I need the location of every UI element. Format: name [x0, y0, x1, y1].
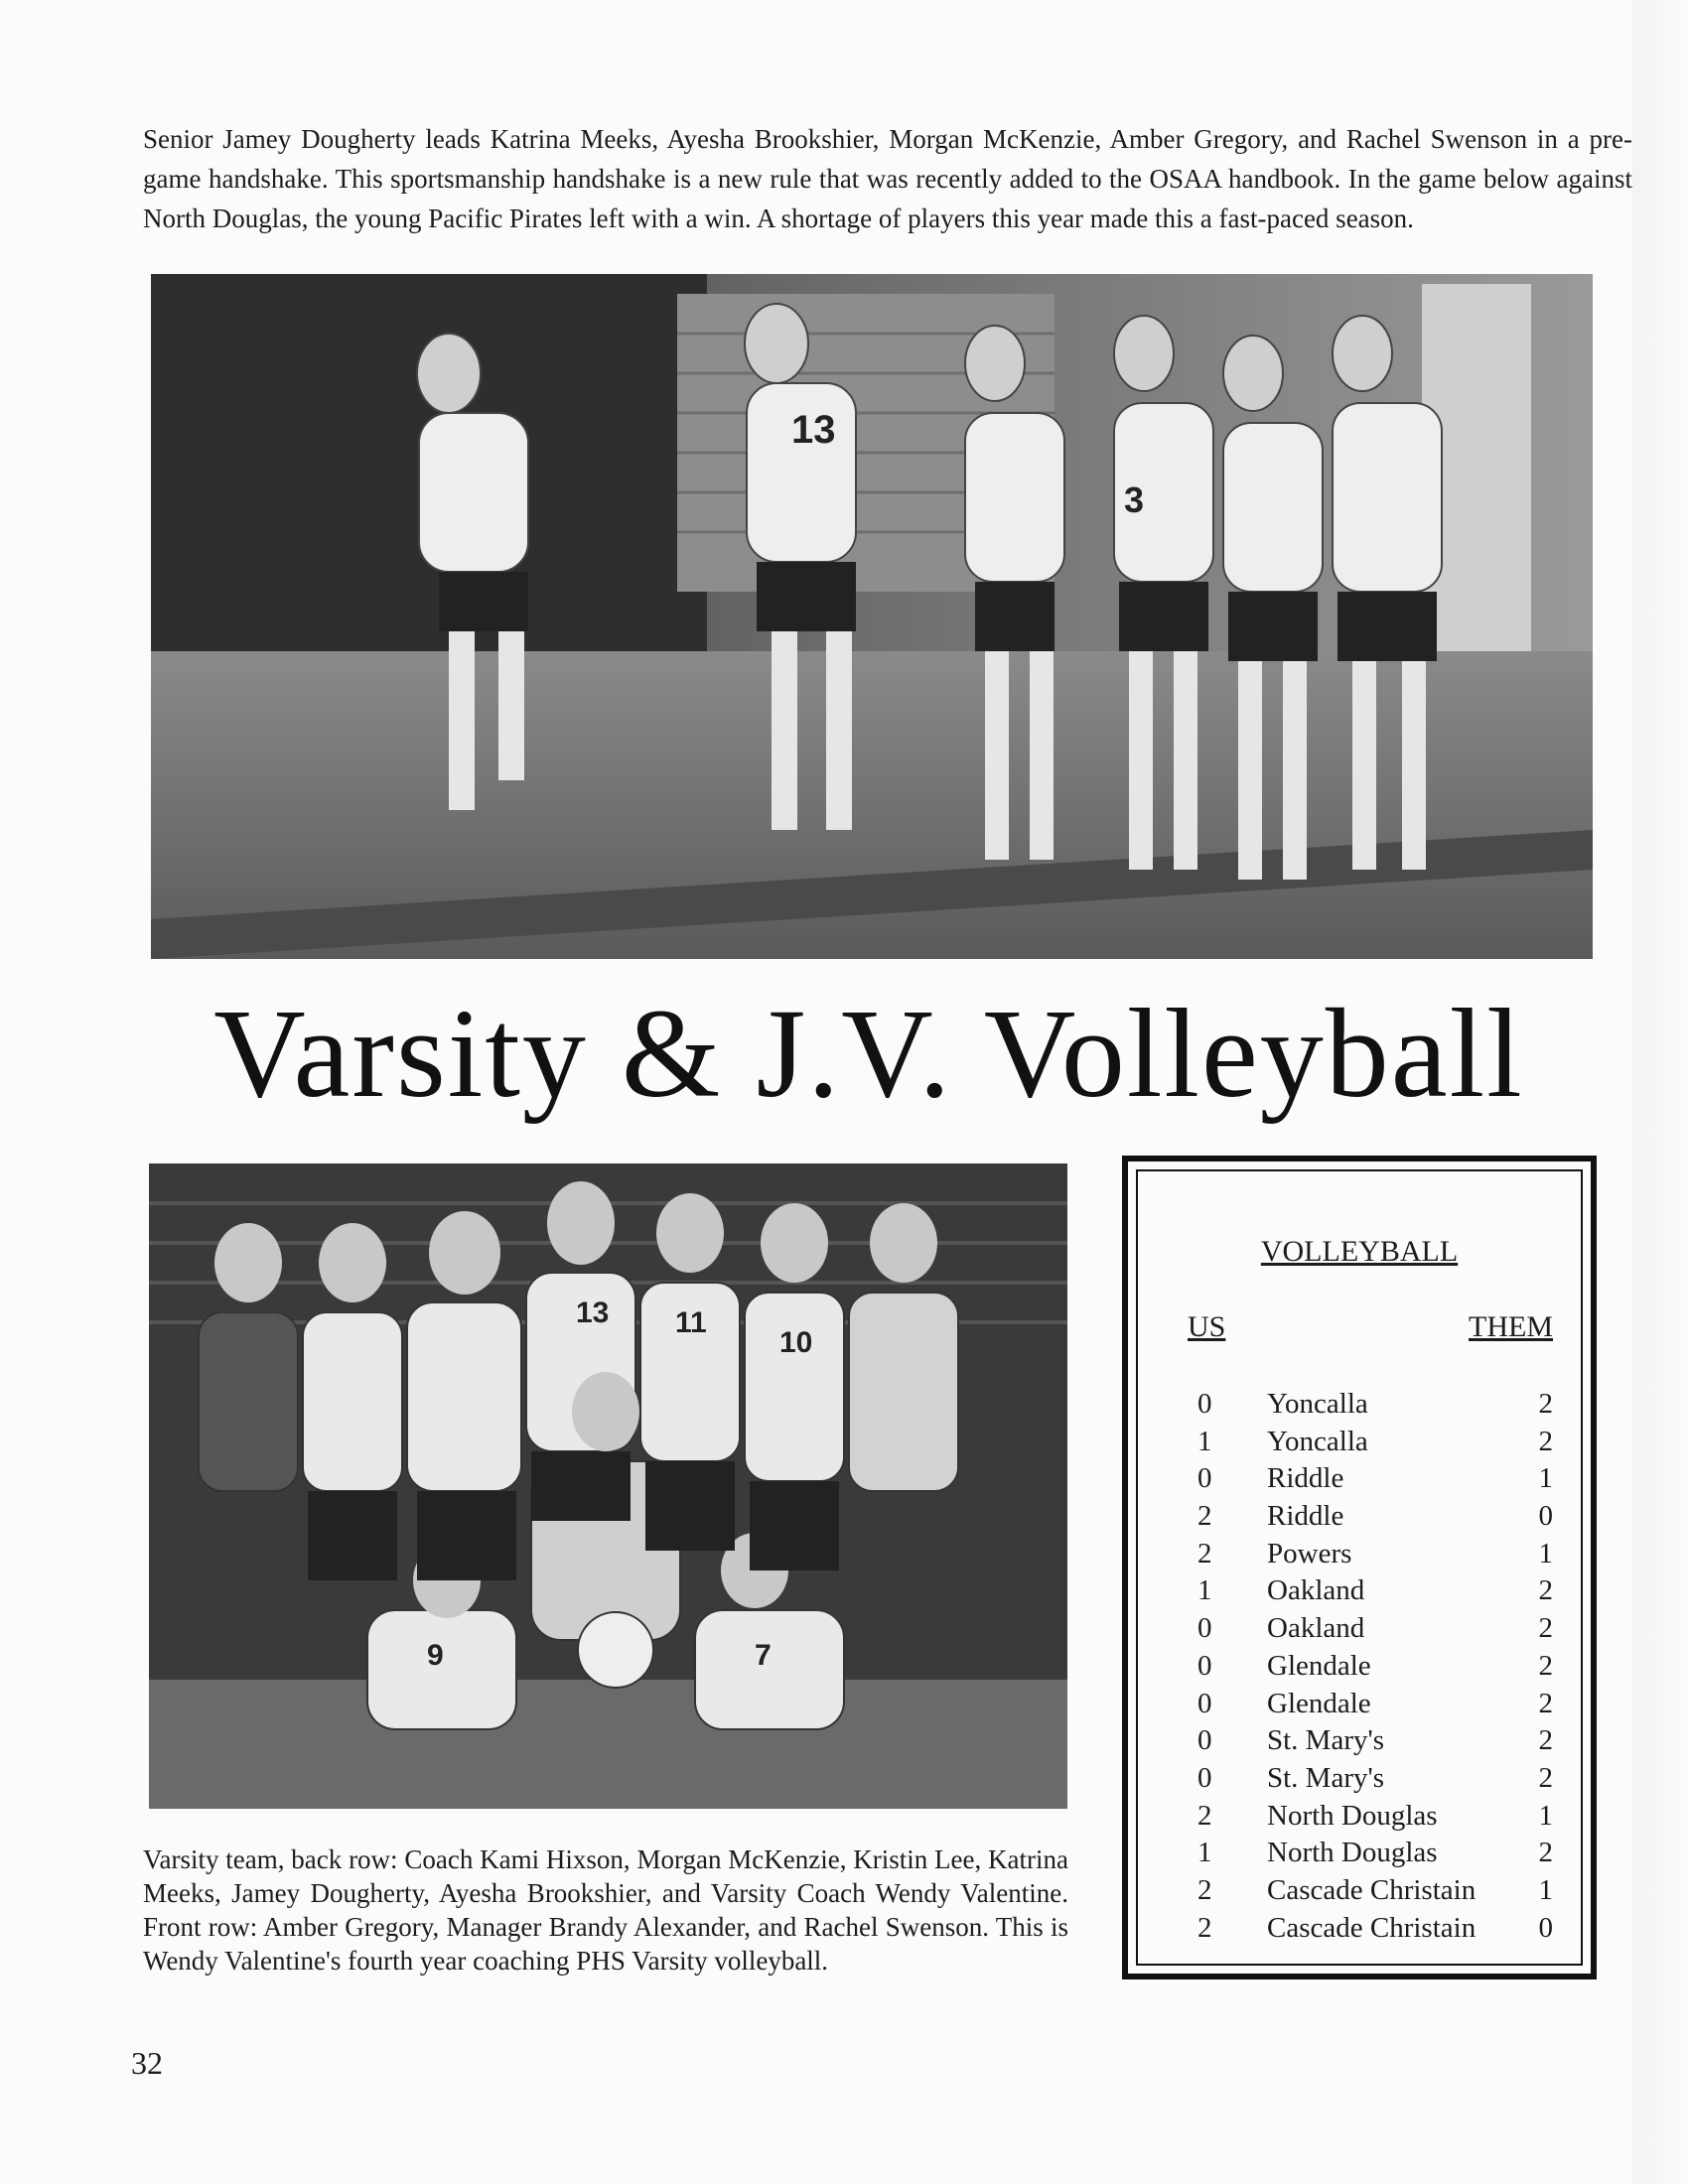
opponent-name: Riddle: [1267, 1462, 1344, 1495]
scoreboard-row: [1138, 1610, 1581, 1648]
opponent-name: Yoncalla: [1267, 1388, 1368, 1420]
us-score: 1: [1197, 1425, 1212, 1457]
team-photo-caption: Varsity team, back row: Coach Kami Hixson, Morgan McKenzie, Kristin Lee, Katrina Meeks, Jamey Dougherty, Ayesha Brookshier, and Varsity Coach Wendy Valentine. Front row: Amber Gregory, Manager Brandy Alexander, and Rachel Swenson. This is Wendy Valentine's fourth year coaching PHS Varsity volleyball.: [143, 1844, 1068, 1976]
us-score: 1: [1197, 1574, 1212, 1607]
jersey-number: 13: [576, 1297, 610, 1329]
handshake-photo-image: [151, 274, 1593, 959]
scoreboard-row: [1138, 1910, 1581, 1948]
page-number: 32: [131, 2045, 163, 2081]
us-score: 0: [1197, 1612, 1212, 1645]
them-score: 1: [1538, 1462, 1553, 1495]
us-score: 2: [1197, 1911, 1212, 1944]
opponent-name: Cascade Christain: [1267, 1911, 1477, 1944]
scoreboard-row: [1138, 1424, 1581, 1461]
them-score: 1: [1538, 1873, 1553, 1906]
us-score: 0: [1197, 1388, 1212, 1420]
us-score: 2: [1197, 1500, 1212, 1533]
them-score: 2: [1538, 1649, 1553, 1682]
scoreboard-inner-frame: [1136, 1169, 1583, 1966]
scoreboard-row: [1138, 1760, 1581, 1798]
jersey-number: 10: [779, 1326, 813, 1359]
them-score: 2: [1538, 1724, 1553, 1757]
jersey-number: 9: [427, 1639, 444, 1672]
team-photo: [149, 1163, 1067, 1809]
opponent-name: St. Mary's: [1267, 1724, 1385, 1757]
scoreboard-row: [1138, 1686, 1581, 1723]
scoreboard-row: [1138, 1722, 1581, 1760]
opponent-name: North Douglas: [1267, 1799, 1438, 1832]
scoreboard-us-header: US: [1188, 1310, 1226, 1343]
scoreboard-them-header: THEM: [1469, 1310, 1553, 1343]
volleyball-scoreboard: [1122, 1156, 1597, 1979]
us-score: 2: [1197, 1537, 1212, 1570]
us-score: 1: [1197, 1837, 1212, 1869]
scoreboard-title: VOLLEYBALL: [1260, 1235, 1459, 1268]
us-score: 2: [1197, 1799, 1212, 1832]
scoreboard-rows: [1138, 1386, 1581, 1947]
us-score: 0: [1197, 1649, 1212, 1682]
them-score: 2: [1538, 1837, 1553, 1869]
scoreboard-row: [1138, 1498, 1581, 1536]
handshake-photo: [151, 274, 1593, 959]
team-photo-image: [149, 1163, 1067, 1809]
us-score: 0: [1197, 1462, 1212, 1495]
them-score: 2: [1538, 1574, 1553, 1607]
scoreboard-row: [1138, 1460, 1581, 1498]
top-photo-caption: Senior Jamey Dougherty leads Katrina Meeks, Ayesha Brookshier, Morgan McKenzie, Amber Gregory, and Rachel Swenson in a pre-game handshake. This sportsmanship handshake is a new rule that was recently added to the OSAA handbook. In the game below against North Douglas, the young Pacific Pirates left with a win. A shortage of players this year made this a fast-paced season.: [143, 124, 1632, 233]
them-score: 0: [1538, 1911, 1553, 1944]
them-score: 0: [1538, 1500, 1553, 1533]
scoreboard-row: [1138, 1572, 1581, 1610]
scoreboard-row: [1138, 1835, 1581, 1872]
scoreboard-row: [1138, 1648, 1581, 1686]
us-score: 0: [1197, 1761, 1212, 1794]
jersey-number: 3: [1124, 479, 1145, 520]
opponent-name: Riddle: [1267, 1500, 1344, 1533]
scoreboard-row: [1138, 1386, 1581, 1424]
opponent-name: North Douglas: [1267, 1837, 1438, 1869]
opponent-name: Cascade Christain: [1267, 1873, 1477, 1906]
jersey-number: 13: [791, 408, 836, 452]
them-score: 2: [1538, 1425, 1553, 1457]
them-score: 2: [1538, 1761, 1553, 1794]
page-title: Varsity & J.V. Volleyball: [213, 983, 1524, 1124]
them-score: 1: [1538, 1799, 1553, 1832]
opponent-name: Yoncalla: [1267, 1425, 1368, 1457]
us-score: 2: [1197, 1873, 1212, 1906]
them-score: 1: [1538, 1537, 1553, 1570]
them-score: 2: [1538, 1612, 1553, 1645]
them-score: 2: [1538, 1687, 1553, 1719]
scoreboard-row: [1138, 1872, 1581, 1910]
opponent-name: Powers: [1267, 1537, 1352, 1570]
jersey-number: 7: [755, 1639, 772, 1672]
opponent-name: Oakland: [1267, 1574, 1365, 1607]
us-score: 0: [1197, 1724, 1212, 1757]
opponent-name: Glendale: [1267, 1687, 1371, 1719]
opponent-name: Oakland: [1267, 1612, 1365, 1645]
scoreboard-row: [1138, 1798, 1581, 1836]
opponent-name: St. Mary's: [1267, 1761, 1385, 1794]
scoreboard-row: [1138, 1536, 1581, 1573]
jersey-number: 11: [675, 1306, 707, 1339]
opponent-name: Glendale: [1267, 1649, 1371, 1682]
us-score: 0: [1197, 1687, 1212, 1719]
them-score: 2: [1538, 1388, 1553, 1420]
